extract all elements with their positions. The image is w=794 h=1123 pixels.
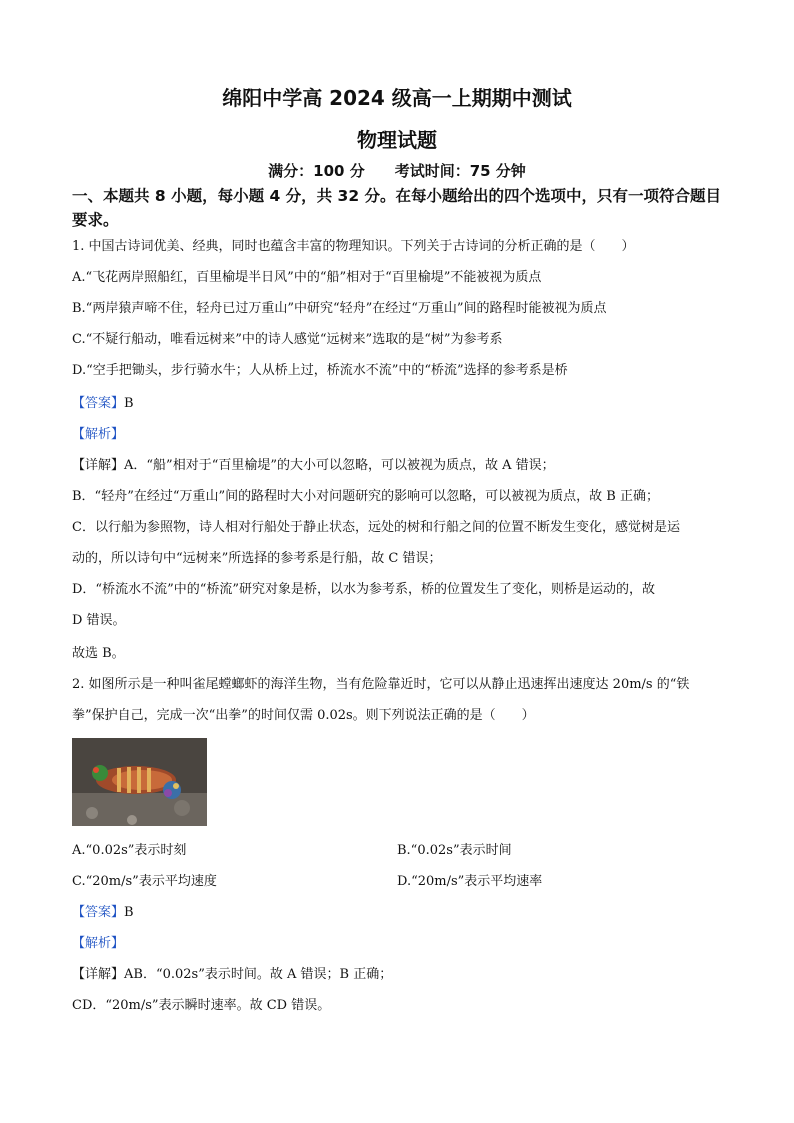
q2-option-b: B.“0.02s”表示时间 — [397, 843, 512, 858]
answer-tag: 【答案】 — [72, 396, 125, 411]
exam-title: 绵阳中学高 2024 级高一上期期中测试 — [222, 86, 572, 110]
detail-tag: 【详解】 — [72, 967, 125, 982]
q1-option-d: D.“空手把锄头，步行骑水牛；人从桥上过，桥流水不流”中的“桥流”选择的参考系是桥 — [72, 363, 568, 378]
q1-detail-c1: C．以行船为参照物，诗人相对行船处于静止状态，远处的树和行船之间的位置不断发生变化，感觉树是运 — [72, 520, 680, 535]
q1-analysis — [72, 426, 124, 444]
mantis-shrimp-image — [72, 738, 207, 826]
q1-option-c: C.“不疑行船动，唯看远树来”中的诗人感觉“远树来”选取的是“树”为参考系 — [72, 332, 503, 347]
exam-subject: 物理试题 — [357, 128, 437, 152]
q2-answer-value: B — [124, 905, 134, 920]
q1-option-a: A.“飞花两岸照船红，百里榆堤半日风”中的“船”相对于“百里榆堤”不能被视为质点 — [72, 270, 542, 285]
exam-meta: 满分：100 分 考试时间：75 分钟 — [268, 162, 526, 180]
q1-answer — [72, 395, 134, 413]
q1-detail-b: B．“轻舟”在经过“万重山”间的路程时大小对问题研究的影响可以忽略，可以被视为质点，故 B 正确； — [72, 489, 659, 504]
q1-detail-a-text: A．“船”相对于“百里榆堤”的大小可以忽略，可以被视为质点，故 A 错误； — [124, 458, 555, 473]
q2-stem-line2: 拳”保护自己，完成一次“出拳”的时间仅需 0.02s。则下列说法正确的是（ ） — [72, 708, 535, 723]
section-heading: 一、本题共 8 小题，每小题 4 分，共 32 分。在每小题给出的四个选项中，只有一项符合题目要求。 — [72, 187, 722, 229]
q1-detail-a — [72, 457, 555, 475]
q1-option-b: B.“两岸猿声啼不住，轻舟已过万重山”中研究“轻舟”在经过“万重山”间的路程时能被视为质点 — [72, 301, 607, 316]
q1-answer-value: B — [124, 396, 134, 411]
mantis-shrimp-photo — [72, 738, 207, 826]
q2-option-d: D.“20m/s”表示平均速率 — [397, 874, 543, 889]
q1-stem: 1. 中国古诗词优美、经典，同时也蕴含丰富的物理知识。下列关于古诗词的分析正确的是（ ） — [72, 239, 635, 254]
q1-conclusion: 故选 B。 — [72, 646, 125, 661]
q1-detail-d2: D 错误。 — [72, 613, 126, 628]
q1-detail-d1: D．“桥流水不流”中的“桥流”研究对象是桥，以水为参考系，桥的位置发生了变化，则桥是运动的，故 — [72, 582, 656, 597]
q1-detail-c2: 动的，所以诗句中“远树来”所选择的参考系是行船，故 C 错误； — [72, 551, 442, 566]
analysis-tag: 【解析】 — [72, 936, 125, 951]
q2-stem-line1: 2. 如图所示是一种叫雀尾螳螂虾的海洋生物，当有危险靠近时，它可以从静止迅速挥出速度达 20m/s 的“铁 — [72, 677, 690, 692]
q2-detail-cd: CD．“20m/s”表示瞬时速率。故 CD 错误。 — [72, 998, 331, 1013]
detail-tag: 【详解】 — [72, 458, 125, 473]
q2-analysis — [72, 935, 124, 953]
q2-option-a: A.“0.02s”表示时刻 — [72, 843, 187, 858]
q2-option-c: C.“20m/s”表示平均速度 — [72, 874, 217, 889]
answer-tag: 【答案】 — [72, 905, 125, 920]
q2-detail-ab-text: AB．“0.02s”表示时间。故 A 错误；B 正确； — [124, 967, 393, 982]
q2-answer — [72, 904, 134, 922]
analysis-tag: 【解析】 — [72, 427, 125, 442]
q2-detail-ab — [72, 966, 392, 984]
